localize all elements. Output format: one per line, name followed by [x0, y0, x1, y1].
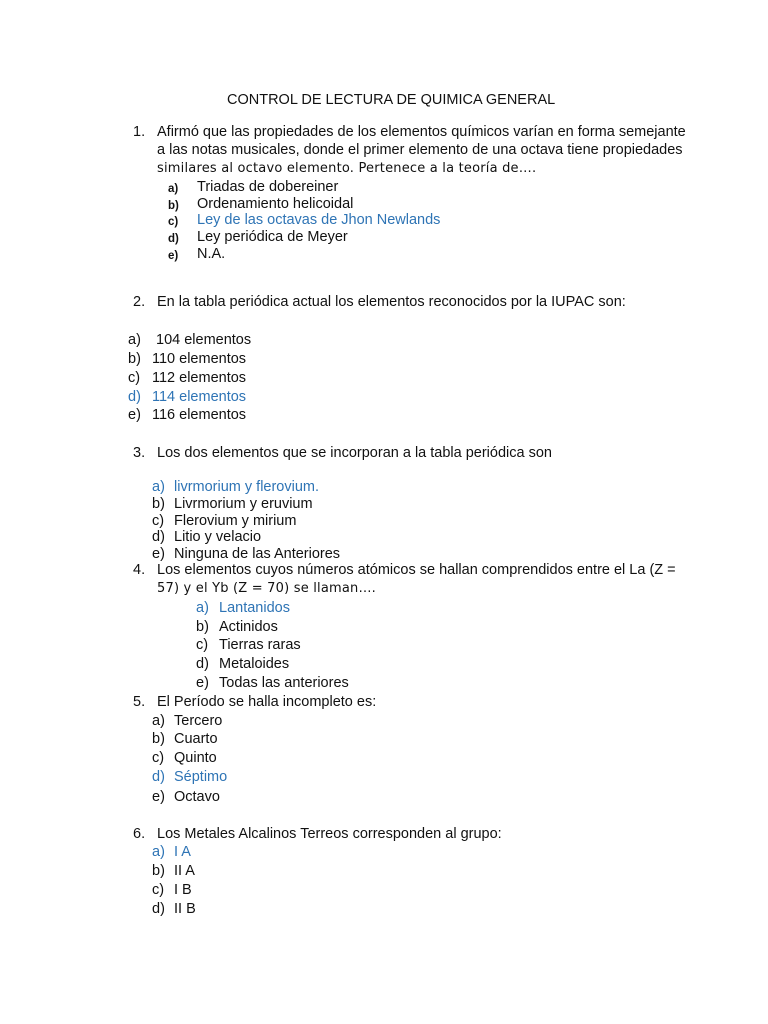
option-mark: c) [128, 370, 141, 386]
question-number: 2. [133, 294, 146, 310]
question-text: Los Metales Alcalinos Terreos corresponden al grupo: [157, 826, 502, 842]
question-text: similares al octavo elemento. Pertenece a la teoría de…. [157, 161, 537, 176]
option-text: Metaloides [219, 656, 290, 672]
option-mark: b) [152, 863, 165, 879]
option-mark: a) [168, 183, 179, 195]
option-mark: d) [152, 901, 165, 917]
option-mark: b) [168, 200, 179, 212]
option-mark: e) [196, 675, 209, 691]
option-text-answer: 114 elementos [152, 389, 247, 405]
option-mark: e) [152, 789, 165, 805]
question-text: El Período se halla incompleto es: [157, 694, 377, 710]
option-mark: d) [152, 529, 165, 545]
question-number: 4. [133, 562, 146, 578]
option-text: Quinto [174, 750, 217, 766]
option-text: Octavo [174, 789, 220, 805]
option-text-answer: Ley de las octavas de Jhon Newlands [197, 212, 441, 228]
option-text: Cuarto [174, 731, 218, 747]
option-mark: c) [152, 750, 165, 766]
option-text-answer: I A [174, 844, 191, 860]
option-text: Ley periódica de Meyer [197, 229, 348, 245]
option-text: 112 elementos [152, 370, 247, 386]
option-text-answer: Lantanidos [219, 600, 290, 616]
page-title: CONTROL DE LECTURA DE QUIMICA GENERAL [227, 92, 556, 108]
option-mark-answer: a) [152, 844, 165, 860]
option-mark: b) [152, 731, 165, 747]
option-mark: a) [152, 713, 165, 729]
option-mark: c) [152, 882, 165, 898]
option-mark: d) [196, 656, 209, 672]
option-text: Tierras raras [219, 637, 301, 653]
option-text-answer: Séptimo [174, 769, 228, 785]
question-text: Los elementos cuyos números atómicos se hallan comprendidos entre el La (Z = [157, 562, 676, 578]
option-mark: c) [196, 637, 209, 653]
option-text: 116 elementos [152, 407, 247, 423]
option-mark: a) [128, 332, 141, 348]
option-text: II A [174, 863, 195, 879]
question-text: a las notas musicales, donde el primer elemento de una octava tiene propiedades [157, 142, 683, 158]
question-number: 6. [133, 826, 146, 842]
option-text: N.A. [197, 246, 226, 262]
option-text: I B [174, 882, 192, 898]
option-text: Ninguna de las Anteriores [174, 546, 341, 562]
option-text-answer: livrmorium y flerovium. [174, 479, 320, 495]
option-mark-answer: a) [196, 600, 209, 616]
option-mark: b) [196, 619, 209, 635]
option-mark-answer: d) [152, 769, 165, 785]
question-text: 57) y el Yb (Z = 70) se llaman…. [157, 581, 377, 596]
question-text: Afirmó que las propiedades de los elementos químicos varían en forma semejante [157, 124, 686, 140]
option-text: Litio y velacio [174, 529, 262, 545]
option-text: Actinidos [219, 619, 278, 635]
question-number: 1. [133, 124, 146, 140]
option-mark: e) [128, 407, 141, 423]
option-text: II B [174, 901, 196, 917]
option-mark: c) [152, 513, 165, 529]
option-mark: b) [152, 496, 165, 512]
question-text: En la tabla periódica actual los elementos reconocidos por la IUPAC son: [157, 294, 626, 310]
option-mark: e) [152, 546, 165, 562]
option-mark-answer: d) [128, 389, 141, 405]
option-mark: c) [168, 216, 179, 228]
option-text: Triadas de dobereiner [197, 179, 339, 195]
option-mark: e) [168, 250, 179, 262]
question-number: 3. [133, 445, 146, 461]
option-text: 110 elementos [152, 351, 247, 367]
option-text: Todas las anteriores [219, 675, 349, 691]
option-text: 104 elementos [156, 332, 252, 348]
question-text: Los dos elementos que se incorporan a la tabla periódica son [157, 445, 552, 461]
option-text: Tercero [174, 713, 223, 729]
option-text: Livrmorium y eruvium [174, 496, 313, 512]
option-text: Ordenamiento helicoidal [197, 196, 354, 212]
option-text: Flerovium y mirium [174, 513, 297, 529]
option-mark: b) [128, 351, 141, 367]
option-mark-answer: a) [152, 479, 165, 495]
option-mark: d) [168, 233, 179, 245]
question-number: 5. [133, 694, 146, 710]
